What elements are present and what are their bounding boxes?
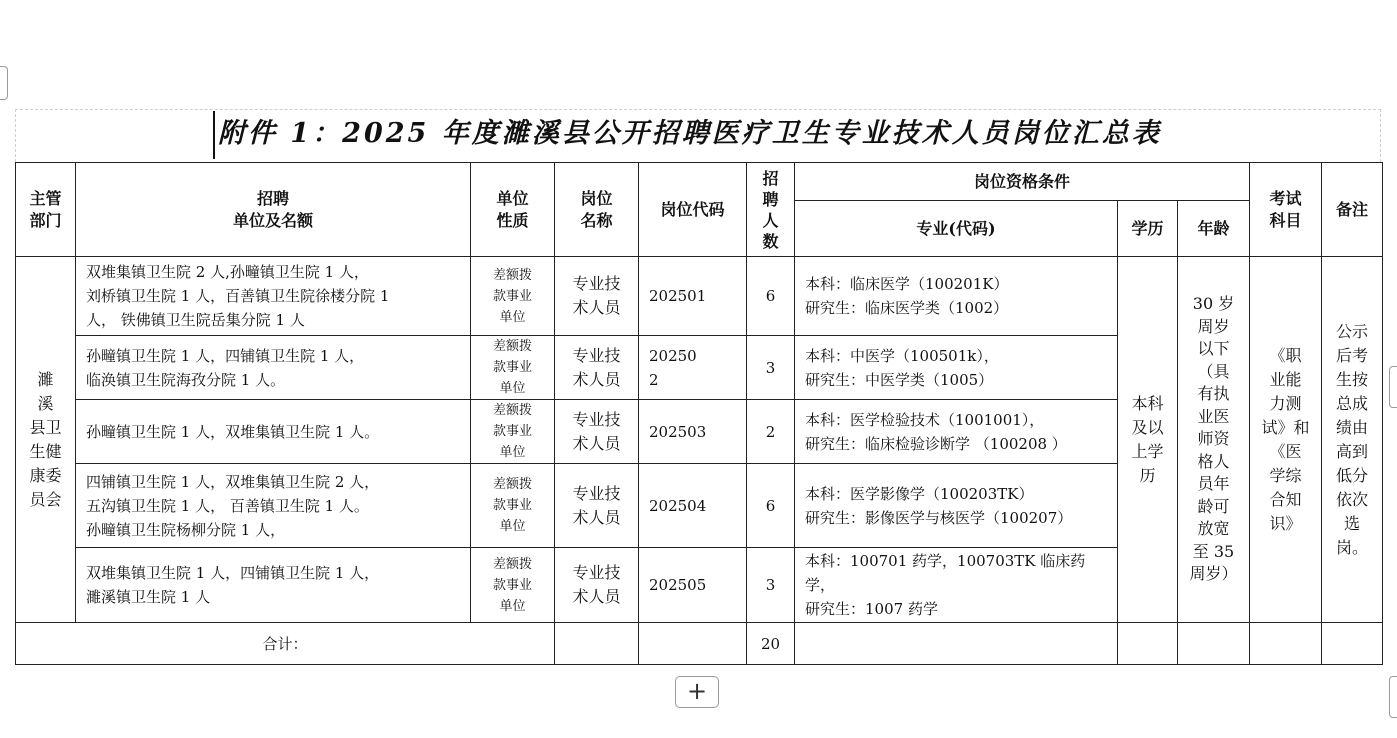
header-nature: 单位 性质 <box>471 163 555 257</box>
count-cell: 3 <box>747 548 795 623</box>
empty-cell <box>639 623 747 665</box>
major-cell: 本科：中医学（100501k）， 研究生：中医学类（1005） <box>795 336 1118 400</box>
page-title[interactable]: 附件 1：2025 年度濉溪县公开招聘医疗卫生专业技术人员岗位汇总表 <box>218 118 1162 149</box>
empty-cell <box>1178 623 1250 665</box>
right-panel-handle-upper[interactable] <box>1389 366 1397 408</box>
empty-cell <box>795 623 1118 665</box>
add-row-button[interactable] <box>675 676 719 708</box>
total-label: 合计： <box>16 623 555 665</box>
count-cell: 3 <box>747 336 795 400</box>
post-code-cell: 202504 <box>639 464 747 548</box>
unit-cell: 双堆集镇卫生院 2 人,孙疃镇卫生院 1 人， 刘桥镇卫生院 1 人，百善镇卫生院徐楼分院 1 人， 铁佛镇卫生院岳集分院 1 人 <box>76 257 471 336</box>
positions-table <box>15 162 1383 665</box>
unit-cell: 双堆集镇卫生院 1 人，四铺镇卫生院 1 人， 濉溪镇卫生院 1 人 <box>76 548 471 623</box>
dept-cell: 濉 溪 县卫 生健 康委 员会 <box>16 257 76 623</box>
header-major: 专业(代码) <box>795 201 1118 257</box>
total-count: 20 <box>747 623 795 665</box>
major-cell: 本科：100701 药学，100703TK 临床药 学， 研究生：1007 药学 <box>795 548 1118 623</box>
post-code-cell: 202505 <box>639 548 747 623</box>
header-exam: 考试 科目 <box>1250 163 1322 257</box>
remark-cell: 公示 后考 生按 总成 绩由 高到 低分 依次 选 岗。 <box>1322 257 1383 623</box>
left-panel-handle[interactable] <box>0 66 8 100</box>
header-education: 学历 <box>1118 201 1178 257</box>
count-cell: 6 <box>747 257 795 336</box>
header-qualification: 岗位资格条件 <box>795 163 1250 201</box>
post-name-cell: 专业技 术人员 <box>555 464 639 548</box>
header-post-code: 岗位代码 <box>639 163 747 257</box>
post-code-cell: 20250 2 <box>639 336 747 400</box>
major-cell: 本科：临床医学（100201K） 研究生：临床医学类（1002） <box>795 257 1118 336</box>
post-name-cell: 专业技 术人员 <box>555 548 639 623</box>
exam-cell: 《职 业能 力测 试》和 《医 学综 合知 识》 <box>1250 257 1322 623</box>
unit-cell: 孙疃镇卫生院 1 人，双堆集镇卫生院 1 人。 <box>76 400 471 464</box>
nature-cell: 差额拨 款事业 单位 <box>471 464 555 548</box>
unit-cell: 四铺镇卫生院 1 人，双堆集镇卫生院 2 人， 五沟镇卫生院 1 人， 百善镇卫生院 1 人。 孙疃镇卫生院杨柳分院 1 人， <box>76 464 471 548</box>
header-count: 招 聘 人 数 <box>747 163 795 257</box>
right-panel-handle-lower[interactable] <box>1389 676 1397 718</box>
major-cell: 本科：医学检验技术（1001001）， 研究生：临床检验诊断学 （100208 ） <box>795 400 1118 464</box>
text-cursor <box>213 111 215 159</box>
post-name-cell: 专业技 术人员 <box>555 257 639 336</box>
header-post-name: 岗位 名称 <box>555 163 639 257</box>
table-row <box>16 257 1383 336</box>
post-name-cell: 专业技 术人员 <box>555 400 639 464</box>
education-cell: 本科 及以 上学 历 <box>1118 257 1178 623</box>
empty-cell <box>1250 623 1322 665</box>
major-cell: 本科：医学影像学（100203TK） 研究生：影像医学与核医学（100207） <box>795 464 1118 548</box>
total-row <box>16 623 1383 665</box>
empty-cell <box>1118 623 1178 665</box>
empty-cell <box>1322 623 1383 665</box>
age-cell: 30 岁 周岁 以下 （具 有执 业医 师资 格人 员年 龄可 放宽 至 35 周岁） <box>1178 257 1250 623</box>
header-remark: 备注 <box>1322 163 1383 257</box>
empty-cell <box>555 623 639 665</box>
header-age: 年龄 <box>1178 201 1250 257</box>
plus-icon: + <box>686 677 708 705</box>
post-name-cell: 专业技 术人员 <box>555 336 639 400</box>
post-code-cell: 202501 <box>639 257 747 336</box>
count-cell: 2 <box>747 400 795 464</box>
count-cell: 6 <box>747 464 795 548</box>
nature-cell: 差额拨 款事业 单位 <box>471 257 555 336</box>
unit-cell: 孙疃镇卫生院 1 人，四铺镇卫生院 1 人， 临涣镇卫生院海孜分院 1 人。 <box>76 336 471 400</box>
nature-cell: 差额拨 款事业 单位 <box>471 336 555 400</box>
nature-cell: 差额拨 款事业 单位 <box>471 400 555 464</box>
header-unit: 招聘 单位及名额 <box>76 163 471 257</box>
nature-cell: 差额拨 款事业 单位 <box>471 548 555 623</box>
post-code-cell: 202503 <box>639 400 747 464</box>
header-dept: 主管 部门 <box>16 163 76 257</box>
